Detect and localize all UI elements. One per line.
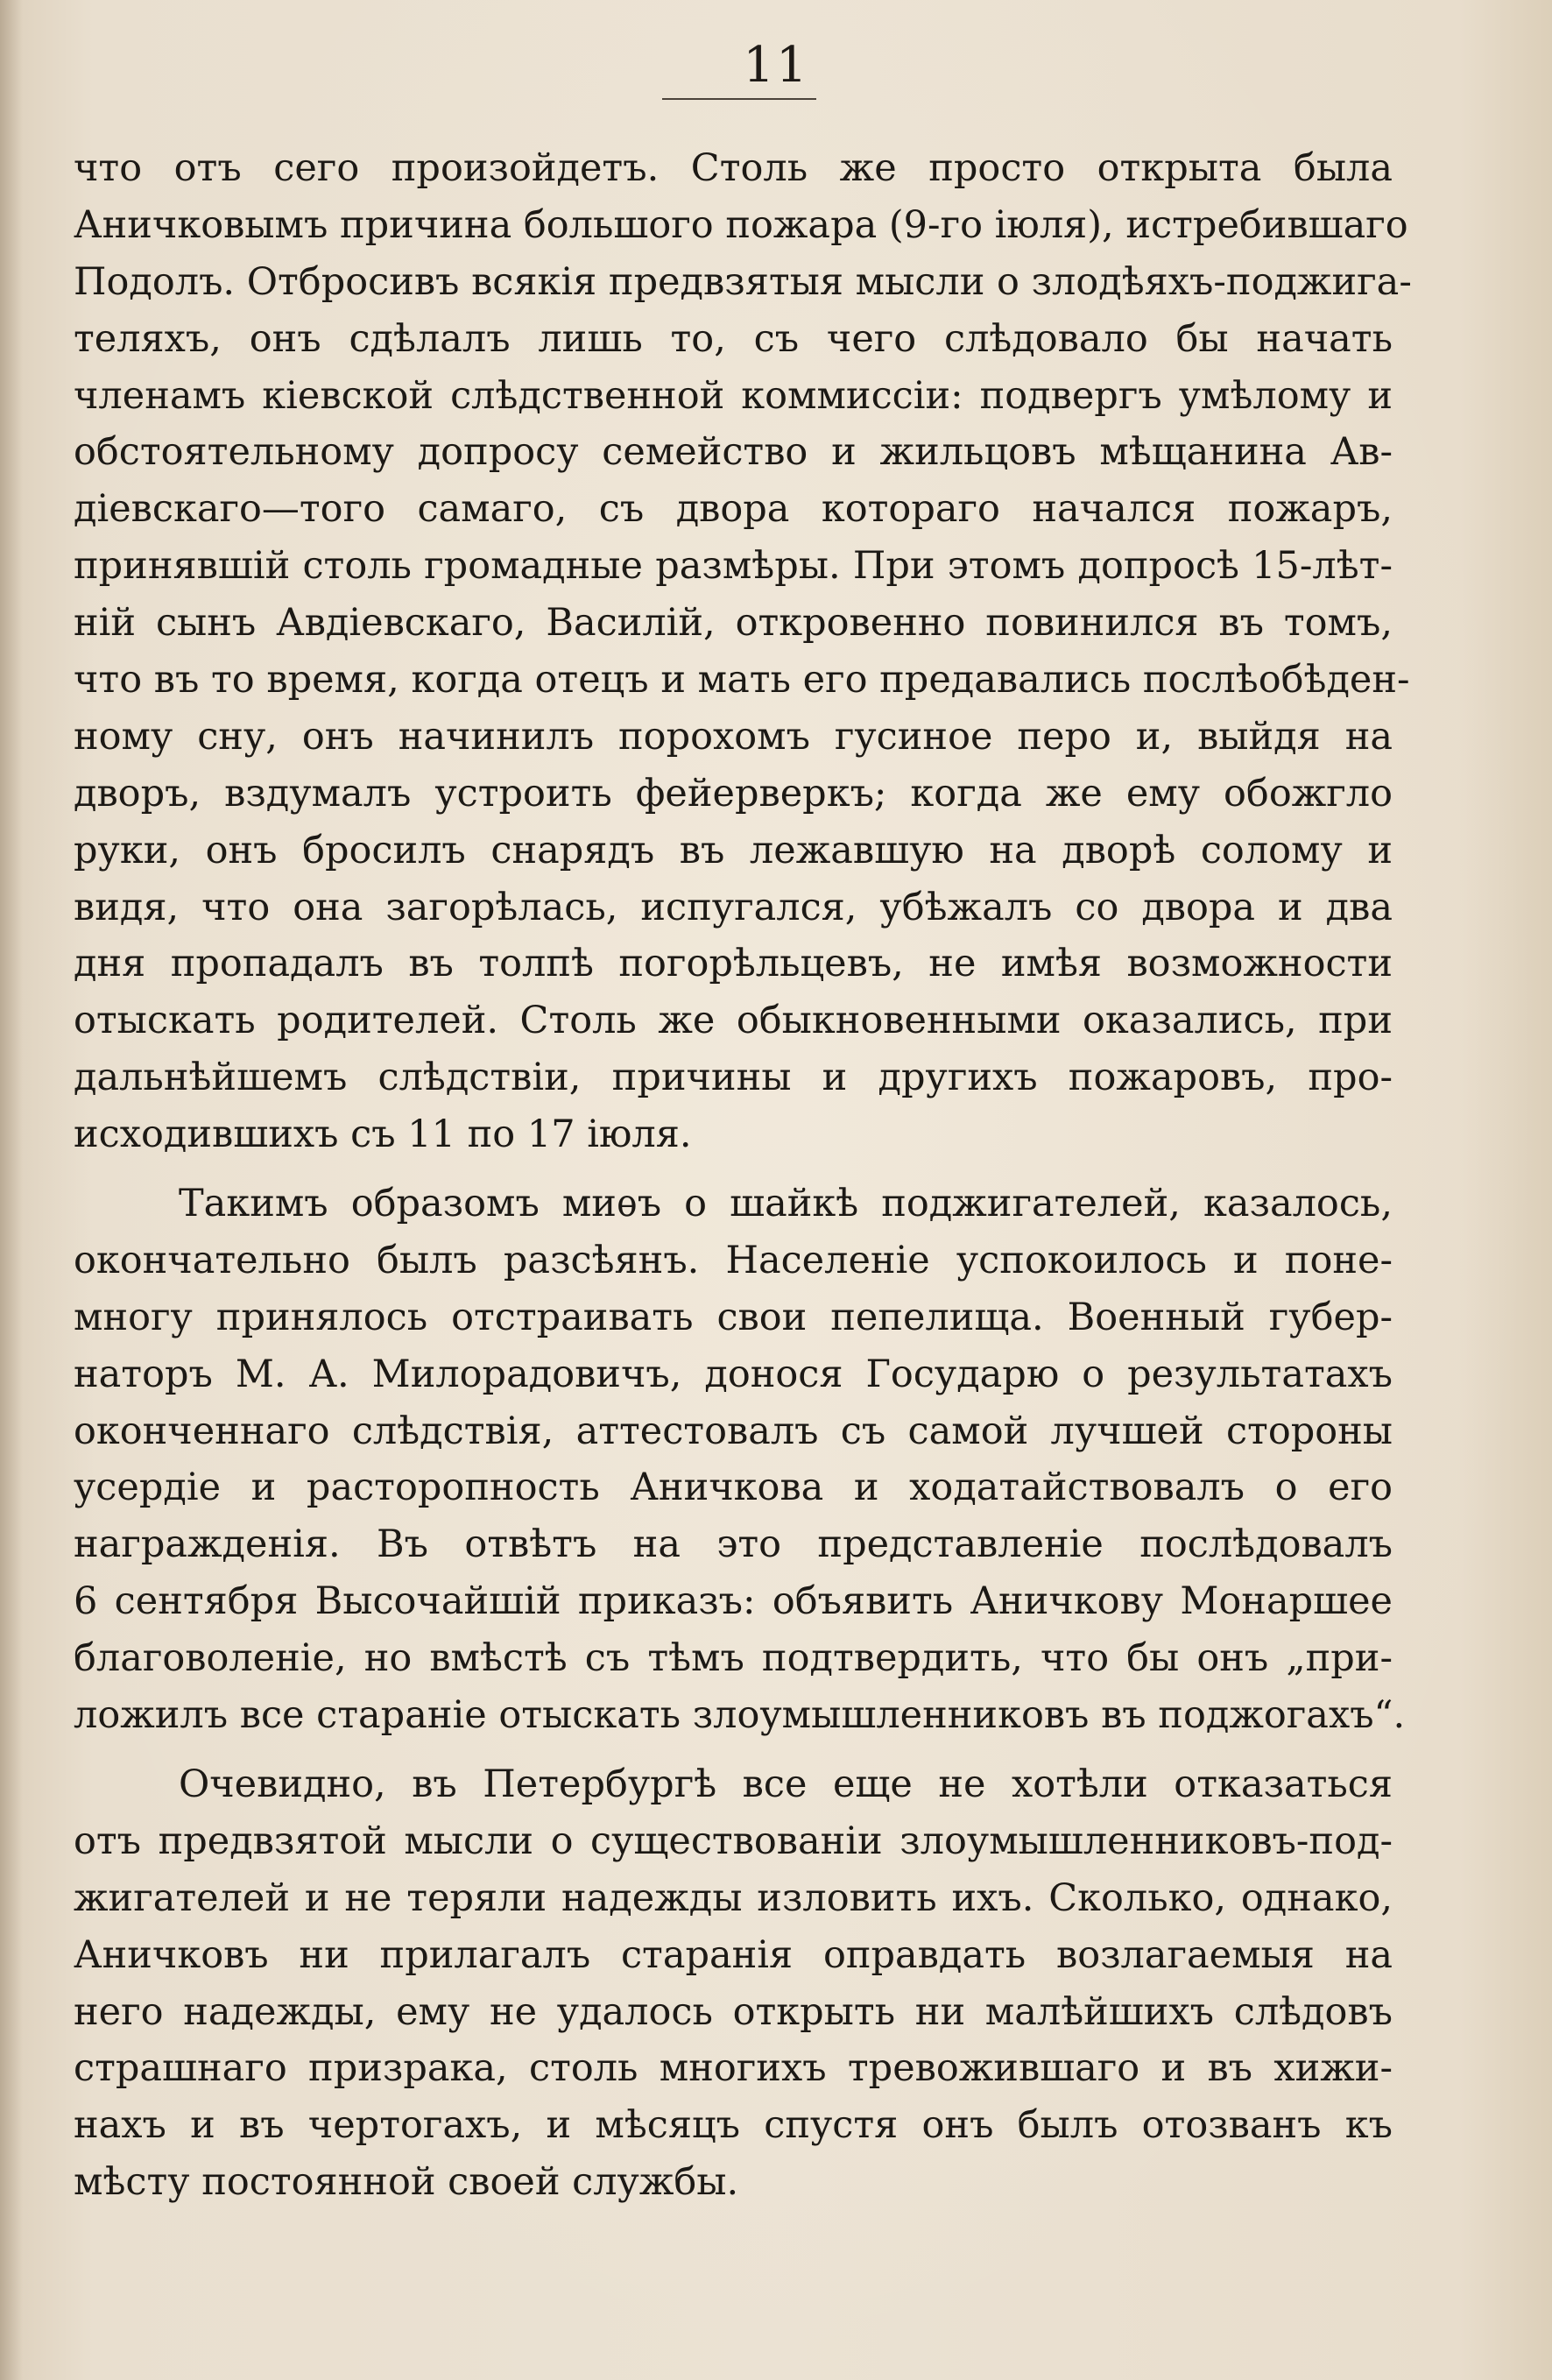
text-line: Аничковъ ни прилагалъ старанія оправдать возлагаемыя на bbox=[74, 1932, 1393, 1977]
page-gutter-shadow bbox=[0, 0, 23, 2380]
paragraph-gap bbox=[74, 1744, 1393, 1756]
text-line: обстоятельному допросу семейство и жильцовъ мѣщанина Ав- bbox=[74, 430, 1393, 475]
text-line: дня пропадалъ въ толпѣ погорѣльцевъ, не имѣя возможности bbox=[74, 942, 1393, 986]
text-line: исходившихъ съ 11 по 17 іюля. bbox=[74, 1112, 692, 1157]
text-line: оконченнаго слѣдствія, аттестовалъ съ самой лучшей стороны bbox=[74, 1409, 1393, 1453]
text-line: Такимъ образомъ миѳъ о шайкѣ поджигателей, казалось, bbox=[179, 1182, 1393, 1226]
text-line: дальнѣйшемъ слѣдствіи, причины и другихъ пожаровъ, про- bbox=[74, 1056, 1393, 1100]
text-line: окончательно былъ разсѣянъ. Населеніе успокоилось и поне- bbox=[74, 1238, 1393, 1282]
text-line: мѣсту постоянной своей службы. bbox=[74, 2160, 739, 2205]
text-line: отъ предвзятой мысли о существованіи злоумышленниковъ-под- bbox=[74, 1819, 1393, 1863]
text-line: награжденія. Въ отвѣтъ на это представленіе послѣдовалъ bbox=[74, 1522, 1393, 1567]
text-line: руки, онъ бросилъ снарядъ въ лежавшую на дворѣ солому и bbox=[74, 828, 1393, 872]
text-line: членамъ кіевской слѣдственной коммиссіи: подвергъ умѣлому и bbox=[74, 373, 1393, 418]
text-line: него надежды, ему не удалось открыть ни малѣйшихъ слѣдовъ bbox=[74, 1989, 1393, 2034]
paragraph-2 bbox=[74, 1176, 1406, 1744]
text-line: благоволеніе, но вмѣстѣ съ тѣмъ подтвердить, что бы онъ „при- bbox=[74, 1636, 1393, 1681]
paragraph-gap bbox=[74, 1163, 1393, 1176]
text-line: нахъ и въ чертогахъ, и мѣсяцъ спустя онъ былъ отозванъ къ bbox=[74, 2103, 1393, 2148]
page-number-rule bbox=[662, 98, 816, 100]
text-line: 6 сентября Высочайшій приказъ: объявить Аничкову Монаршее bbox=[74, 1579, 1393, 1624]
text-line: принявшій столь громадные размѣры. При этомъ допросѣ 15-лѣт- bbox=[74, 544, 1393, 589]
text-line: усердіе и расторопность Аничкова и ходатайствовалъ о его bbox=[74, 1465, 1393, 1510]
text-line: теляхъ, онъ сдѣлалъ лишь то, съ чего слѣдовало бы начать bbox=[74, 316, 1393, 361]
text-line: ній сынъ Авдіевскаго, Василій, откровенно повинился въ томъ, bbox=[74, 601, 1393, 646]
text-line: діевскаго—того самаго, съ двора котораго начался пожаръ, bbox=[74, 487, 1393, 532]
body-text bbox=[74, 140, 1412, 2211]
page-number: 11 bbox=[743, 37, 809, 94]
paragraph-1 bbox=[74, 140, 1412, 1163]
text-line: наторъ М. А. Милорадовичъ, донося Государю о результатахъ bbox=[74, 1352, 1393, 1396]
text-line: жигателей и не теряли надежды изловить ихъ. Сколько, однако, bbox=[74, 1875, 1393, 1920]
text-line: что отъ сего произойдетъ. Столь же просто открыта была bbox=[74, 146, 1393, 190]
text-line: многу принялось отстраивать свои пепелища. Военный губер- bbox=[74, 1295, 1393, 1339]
text-line: Очевидно, въ Петербургѣ все еще не хотѣли отказаться bbox=[179, 1762, 1393, 1806]
text-line: видя, что она загорѣлась, испугался, убѣжалъ со двора и два bbox=[74, 885, 1393, 929]
text-line: дворъ, вздумалъ устроить фейерверкъ; когда же ему обожгло bbox=[74, 771, 1393, 816]
text-line: ному сну, онъ начинилъ порохомъ гусиное перо и, выйдя на bbox=[74, 714, 1393, 759]
text-line: Аничковымъ причина большого пожара (9-го іюля), истребившаго bbox=[74, 202, 1408, 247]
text-line: что въ то время, когда отецъ и мать его предавались послѣобѣден- bbox=[74, 658, 1410, 703]
text-line: страшнаго призрака, столь многихъ тревожившаго и въ хижи- bbox=[74, 2046, 1393, 2091]
paragraph-3 bbox=[74, 1756, 1393, 2211]
text-line: отыскать родителей. Столь же обыкновенными оказались, при bbox=[74, 999, 1393, 1043]
text-line: ложилъ все стараніе отыскать злоумышленниковъ въ поджогахъ“. bbox=[74, 1693, 1406, 1738]
text-line: Подолъ. Отбросивъ всякія предвзятыя мысли о злодѣяхъ-поджига- bbox=[74, 259, 1412, 304]
